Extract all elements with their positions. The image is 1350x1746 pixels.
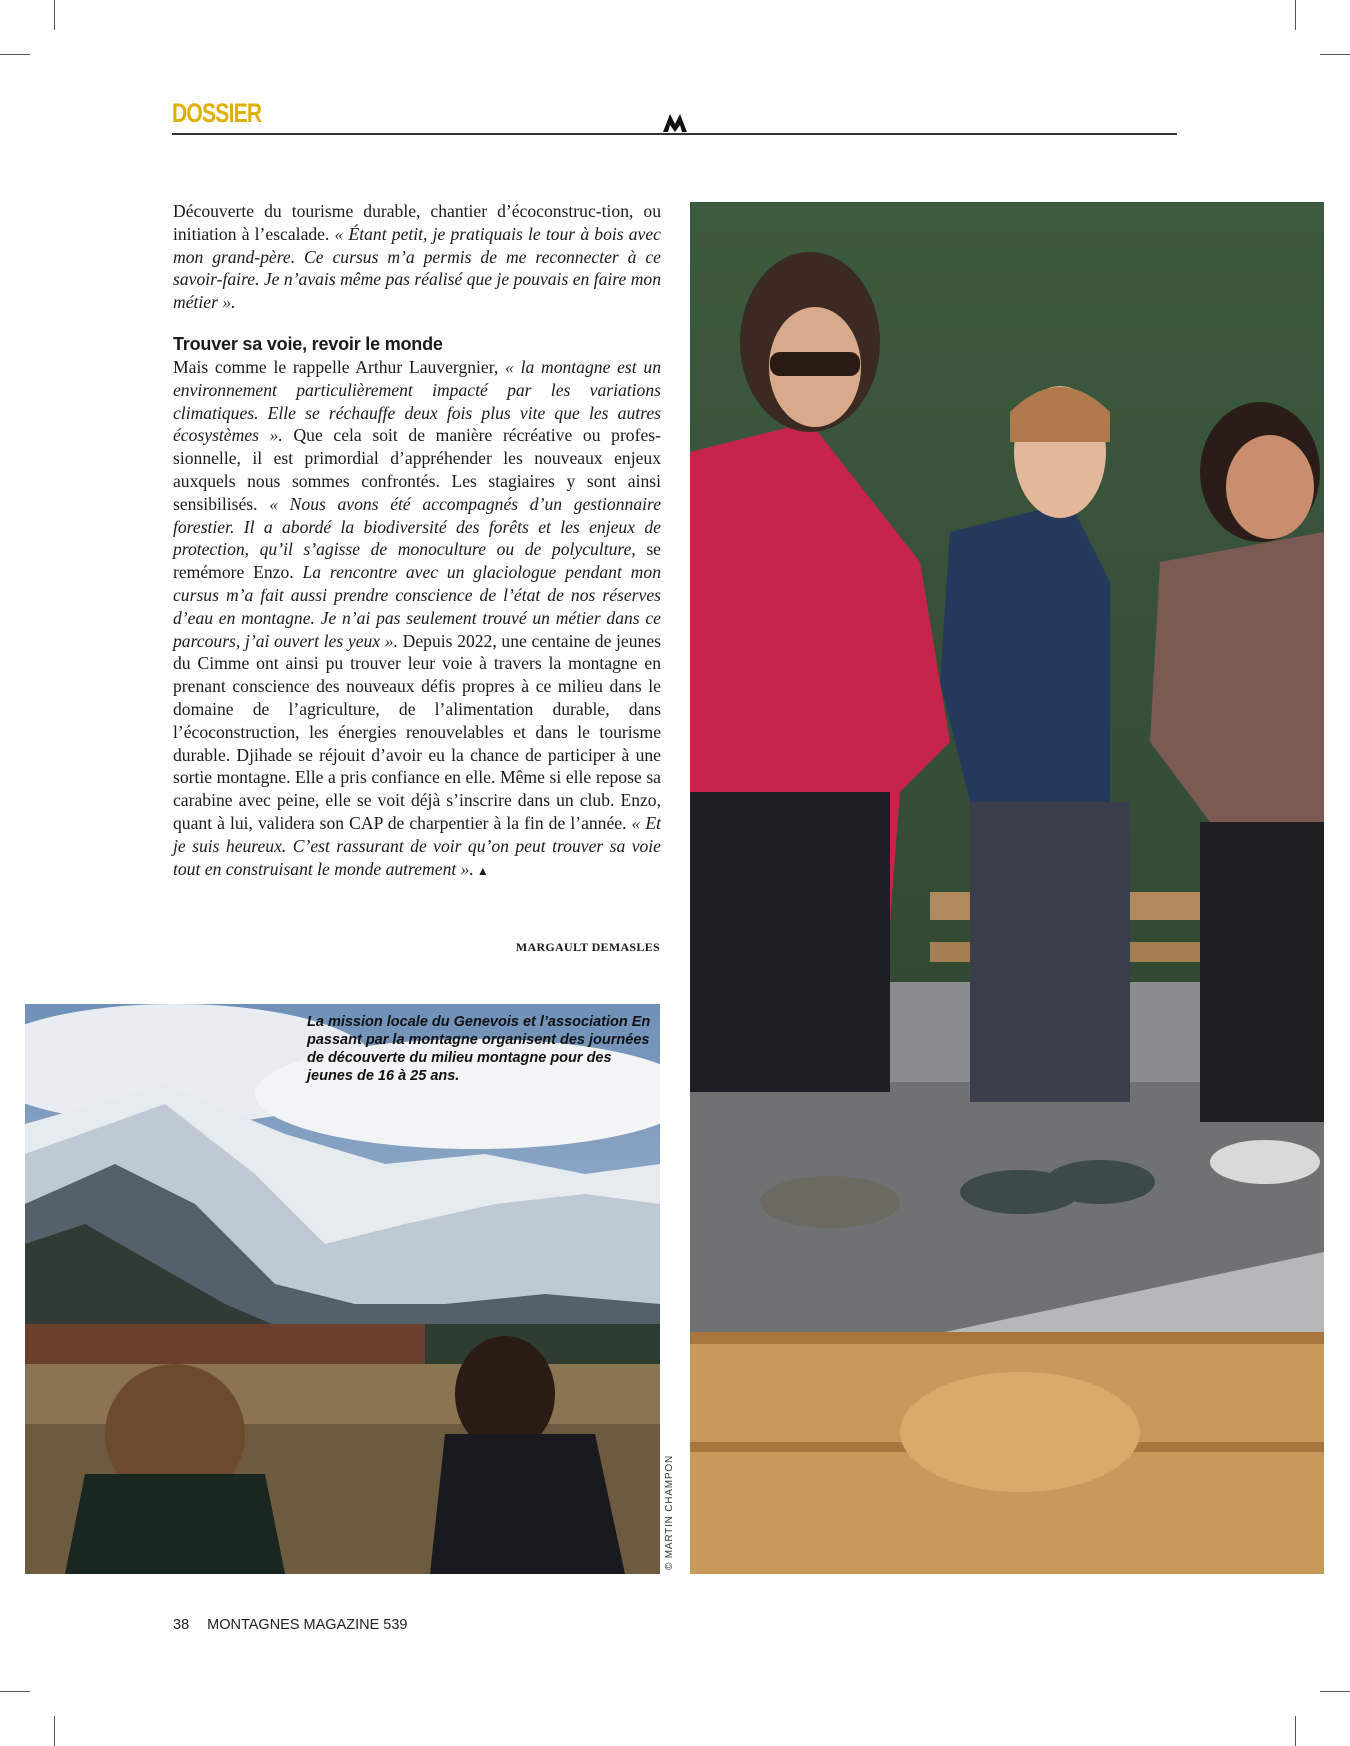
crop-mark xyxy=(54,1716,55,1746)
crop-mark xyxy=(1320,54,1350,55)
crop-mark xyxy=(54,0,55,30)
crop-mark xyxy=(1295,1716,1296,1746)
quote-text: « Et je suis heureux. C’est rassurant de voir qu’on peut trouver sa voie tout en construisant le monde autrement ». xyxy=(173,812,661,879)
paragraph xyxy=(173,356,661,882)
body-text: se remémore Enzo. xyxy=(173,539,661,583)
body-text: Découverte du tourisme durable, chantier d’écoconstruc-tion, ou initiation à l’escalade. xyxy=(173,201,661,244)
end-mark-icon: ▲ xyxy=(473,863,489,878)
crop-mark xyxy=(0,1691,30,1692)
section-label: DOSSIER xyxy=(172,98,262,128)
crop-mark xyxy=(1320,1691,1350,1692)
quote-text: La rencontre avec un glaciologue pendant mon cursus m’a fait aussi prendre conscience de l’état de nos réserves d’eau en montagne. Je n’ai pas seulement trouvé un métier dans ce parcours, j’ai ouvert les yeux ». xyxy=(173,562,661,651)
quote-text: « la montagne est un environnement particulièrement impacté par les variations climatiques. Elle se réchauffe deux fois plus vite que les autres écosystèmes ». xyxy=(173,356,661,446)
mountain-logo-icon xyxy=(662,111,688,133)
crop-mark xyxy=(0,54,30,55)
quote-text: « Étant petit, je pratiquais le tour à bois avec mon grand-père. Ce cursus m’a permis de me reconnecter à ce savoir-faire. Je n’avais même pas réalisé que je pouvais en faire mon métier ». xyxy=(173,223,661,313)
crop-mark xyxy=(1295,0,1296,30)
magazine-name: MONTAGNES MAGAZINE 539 xyxy=(207,1617,408,1633)
article-body xyxy=(173,200,661,882)
photo-group-outdoor xyxy=(690,202,1324,1574)
page-number: 38 xyxy=(173,1617,190,1633)
paragraph xyxy=(173,200,661,314)
quote-text: « Nous avons été accompagnés d’un gestionnaire forestier. Il a abordé la biodiversité des forêts et les enjeux de protection, qu’il s’agisse de monoculture ou de polyculture, xyxy=(173,493,662,560)
header-rule xyxy=(172,133,1177,135)
photo-caption: La mission locale du Genevois et l’association En passant par la montagne organisent des journées de découverte du milieu montagne pour des jeunes de 16 à 25 ans. xyxy=(307,1014,651,1084)
subheading: Trouver sa voie, revoir le monde xyxy=(173,333,443,354)
photo-mountain-landscape xyxy=(25,1004,660,1574)
body-text: Mais comme le rappelle Arthur Lauvergnier, xyxy=(173,356,506,377)
body-text: Que cela soit de manière récréative ou profes-sionnelle, il est primordial d’appréhender les nouveaux enjeux auxquels nous sommes confrontés. Les stagiaires y sont ainsi sensibilisés. xyxy=(173,425,661,514)
author-byline: MARGAULT DEMASLES xyxy=(515,940,660,954)
page-footer xyxy=(173,1617,426,1633)
photo-credit: © MARTIN CHAMPON xyxy=(664,1455,675,1570)
body-text: Depuis 2022, une centaine de jeunes du Cimme ont ainsi pu trouver leur voie à travers la montagne en prenant conscience des nouveaux défis propres à ce milieu dans le domaine de l’agriculture, de l’alimentation durable, dans l’écoconstruction, les énergies renouvelables et dans le tourisme durable. Djihade se réjouit d’avoir eu la chance de participer à une sortie montagne. Elle a pris confiance en elle. Même si elle repose sa carabine avec peine, elle se voit déjà s’inscrire dans un club. Enzo, quant à lui, validera son CAP de charpentier à la fin de l’année. xyxy=(173,630,661,833)
